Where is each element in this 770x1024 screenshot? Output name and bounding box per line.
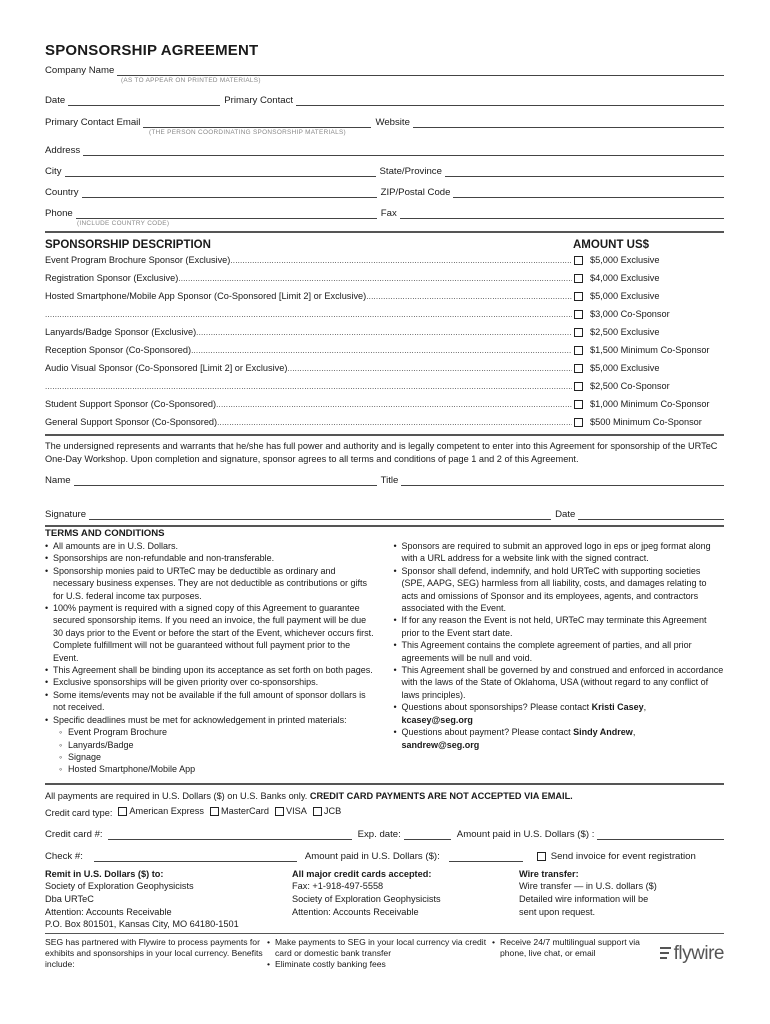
sponsorship-item-price: $2,500 Exclusive <box>590 327 660 337</box>
credit-card-info-line: Attention: Accounts Receivable <box>292 906 419 917</box>
check-number-field[interactable] <box>94 850 297 862</box>
address-field[interactable] <box>83 144 724 156</box>
sponsorship-item-list <box>45 251 724 431</box>
sponsorship-item-price: $500 Minimum Co-Sponsor <box>590 417 702 427</box>
credit-card-option[interactable] <box>275 806 307 816</box>
name-label: Name <box>45 475 71 486</box>
phone-fax-row <box>45 205 724 219</box>
sponsorship-item-label: Student Support Sponsor (Co-Sponsored) <box>45 399 217 409</box>
payment-notice <box>45 788 724 801</box>
terms-bullet: • This Agreement shall be binding upon its acceptance as set forth on both pages. <box>45 664 376 676</box>
date-label: Date <box>555 509 576 520</box>
payment-notice-bold: CREDIT CARD PAYMENTS ARE NOT ACCEPTED VIA EMAIL. <box>309 790 573 801</box>
sponsorship-checkbox[interactable] <box>574 382 583 391</box>
sponsorship-item-price: $1,000 Minimum Co-Sponsor <box>590 399 710 409</box>
terms-bullet: • If for any reason the Event is not held, URTeC may terminate this Agreement prior to the Event start date. <box>394 614 725 639</box>
city-field[interactable] <box>65 165 376 177</box>
leader-dots <box>366 292 572 305</box>
terms-bullet: • 100% payment is required with a signed copy of this Agreement to guarantee secured sponsorship items. If you need an invoice, the full payment will be due 30 days prior to the Event or before the start of the Event, whichever occurs first. Complete fulfillment will not be guaranteed without full payment prior to the Event. <box>45 602 376 664</box>
terms-bullet: • Questions about sponsorships? Please contact Kristi Casey, kcasey@seg.org <box>394 701 725 726</box>
flywire-benefit: • Eliminate costly banking fees <box>267 959 492 970</box>
date-label: Date <box>45 95 66 106</box>
credit-card-checkbox[interactable] <box>118 807 127 816</box>
sponsorship-item <box>45 323 724 341</box>
credit-card-checkbox[interactable] <box>313 807 322 816</box>
leader-dots <box>230 256 572 269</box>
sponsorship-item-label: Event Program Brochure Sponsor (Exclusive) <box>45 255 231 265</box>
state-field[interactable] <box>445 165 724 177</box>
credit-cards-heading: All major credit cards accepted: <box>292 868 432 879</box>
deadline-item: ◦ Event Program Brochure <box>45 726 376 738</box>
signature-date-field[interactable] <box>578 508 724 520</box>
leader-dots <box>45 382 572 395</box>
sponsorship-item-label: Registration Sponsor (Exclusive) <box>45 273 179 283</box>
credit-cards-column <box>292 868 519 931</box>
country-field[interactable] <box>82 186 377 198</box>
signature-date-row <box>45 506 724 520</box>
amount-paid-cc-field[interactable] <box>597 828 724 840</box>
email-website-row <box>45 114 724 128</box>
company-name-field[interactable] <box>117 64 724 76</box>
terms-bullet: • Specific deadlines must be met for acknowledgement in printed materials: <box>45 714 376 726</box>
sponsorship-item-label: General Support Sponsor (Co-Sponsored) <box>45 417 218 427</box>
flywire-intro: SEG has partnered with Flywire to process payments for exhibits and sponsorships in your local currency. Benefits include: <box>45 936 263 969</box>
terms-bullet: • Sponsorship monies paid to URTeC may be deductible as ordinary and necessary business expenses. They are not deductible as contributions or gifts for U.S. federal income tax purposes. <box>45 565 376 602</box>
signature-field[interactable] <box>89 508 551 520</box>
sponsorship-item <box>45 359 724 377</box>
terms-heading: TERMS AND CONDITIONS <box>45 528 165 539</box>
name-field[interactable] <box>74 474 377 486</box>
primary-contact-field[interactable] <box>296 94 724 106</box>
sponsorship-item <box>45 251 724 269</box>
sponsorship-item <box>45 395 724 413</box>
sponsorship-item-price: $4,000 Exclusive <box>590 273 660 283</box>
sponsorship-item-price: $5,000 Exclusive <box>590 291 660 301</box>
remit-address-column <box>45 868 292 931</box>
credit-card-type-label: Credit card type: <box>45 807 113 818</box>
terms-bullet: • Exclusive sponsorships will be given priority over co-sponsorships. <box>45 676 376 688</box>
sponsorship-item-label: Reception Sponsor (Co-Sponsored) <box>45 345 192 355</box>
credit-card-type-row <box>45 805 724 818</box>
website-label: Website <box>375 117 410 128</box>
sponsorship-checkbox[interactable] <box>574 418 583 427</box>
payment-contact-email[interactable]: sandrew@seg.org <box>401 739 480 750</box>
primary-contact-email-label: Primary Contact Email <box>45 117 141 128</box>
credit-card-option-label: JCB <box>323 806 342 817</box>
warranty-text: The undersigned represents and warrants that he/she has full power and authority and is legally competent to enter into this Agreement for sponsorship of the URTeC One-Day Workshop. Upon completion and signature, sponsor agrees to all terms and conditions of page 1 and 2 of this Agreement. <box>45 441 718 464</box>
country-label: Country <box>45 187 79 198</box>
amount-paid-cc-label: Amount paid in U.S. Dollars ($) : <box>456 828 595 840</box>
flywire-mark-icon <box>659 945 673 961</box>
remit-section <box>45 868 724 931</box>
flywire-section <box>45 937 724 970</box>
leader-dots <box>217 418 572 431</box>
flywire-logo <box>644 937 724 970</box>
sponsor-contact-name: Kristi Casey <box>591 702 644 713</box>
terms-bullet: • Sponsor shall defend, indemnify, and hold URTeC with supporting societies (SPE, AAPG, SEG) harmless from all liability, costs, and damages relating to acts and omissions of Sponsor and its employees, agents, and contractors associated with the Event. <box>394 565 725 615</box>
terms-bullet: • Sponsorships are non-refundable and non-transferable. <box>45 552 376 564</box>
sponsorship-checkbox[interactable] <box>574 346 583 355</box>
credit-card-option[interactable] <box>313 806 341 816</box>
sponsorship-item <box>45 341 724 359</box>
remit-heading: Remit in U.S. Dollars ($) to: <box>45 868 164 879</box>
flywire-benefits-left <box>267 937 492 970</box>
sponsorship-checkbox[interactable] <box>574 274 583 283</box>
company-name-row <box>45 62 724 76</box>
sponsor-question-text: Questions about sponsorships? Please contact <box>401 702 590 713</box>
section-divider <box>45 434 724 436</box>
wire-info-line: Wire transfer — in U.S. dollars ($) <box>519 881 657 892</box>
payment-contact-name: Sindy Andrew <box>573 727 633 738</box>
address-label: Address <box>45 145 81 156</box>
sponsorship-item <box>45 377 724 395</box>
sponsorship-item-price: $2,500 Co-Sponsor <box>590 381 670 391</box>
check-row <box>45 848 724 862</box>
sponsorship-item-label: Hosted Smartphone/Mobile App Sponsor (Co-Sponsored [Limit 2] or Exclusive) <box>45 291 367 301</box>
sponsor-contact-email[interactable]: kcasey@seg.org <box>401 714 473 725</box>
payment-notice-plain: All payments are required in U.S. Dollars ($) on U.S. Banks only. <box>45 790 308 801</box>
credit-card-option-label: American Express <box>129 806 204 817</box>
flywire-logo-text: flywire <box>673 942 724 964</box>
city-label: City <box>45 166 62 177</box>
sponsorship-agreement-form <box>45 42 724 970</box>
credit-card-option[interactable] <box>118 806 204 816</box>
leader-dots <box>45 310 572 323</box>
sponsorship-item <box>45 413 724 431</box>
sponsorship-item-price: $3,000 Co-Sponsor <box>590 309 670 319</box>
phone-field[interactable] <box>76 207 377 219</box>
date-contact-row <box>45 92 724 106</box>
credit-card-checkbox[interactable] <box>275 807 284 816</box>
wire-info-line: Detailed wire information will be <box>519 893 649 904</box>
credit-card-number-label: Credit card #: <box>45 828 103 840</box>
leader-dots <box>196 328 572 341</box>
leader-dots <box>178 274 572 287</box>
title-field[interactable] <box>401 474 724 486</box>
flywire-benefits-right <box>492 937 644 970</box>
send-invoice-checkbox[interactable] <box>537 852 546 861</box>
credit-card-info-line: Society of Exploration Geophysicists <box>292 893 441 904</box>
flywire-benefit: • Receive 24/7 multilingual support via phone, live chat, or email <box>492 937 644 959</box>
state-label: State/Province <box>379 166 442 177</box>
sponsorship-item-price: $5,000 Exclusive <box>590 363 660 373</box>
credit-card-row <box>45 826 724 840</box>
sponsorship-item <box>45 305 724 323</box>
wire-transfer-column <box>519 868 724 931</box>
send-invoice-label: Send invoice for event registration <box>550 850 696 862</box>
sponsorship-checkbox[interactable] <box>574 310 583 319</box>
terms-bullet: • This Agreement contains the complete agreement of parties, and all prior agreements will be null and void. <box>394 639 725 664</box>
remit-address-line: Attention: Accounts Receivable <box>45 906 172 917</box>
country-zip-row <box>45 184 724 198</box>
city-state-row <box>45 163 724 177</box>
exp-date-label: Exp. date: <box>357 828 401 840</box>
send-invoice-option[interactable] <box>523 851 699 862</box>
primary-contact-label: Primary Contact <box>224 95 294 106</box>
sponsorship-checkbox[interactable] <box>574 328 583 337</box>
title-label: Title <box>380 475 399 486</box>
credit-card-option-label: VISA <box>285 806 307 817</box>
fax-label: Fax <box>380 208 397 219</box>
website-field[interactable] <box>413 116 724 128</box>
zip-label: ZIP/Postal Code <box>380 187 451 198</box>
remit-address-line: Society of Exploration Geophysicists <box>45 881 194 892</box>
sponsorship-checkbox[interactable] <box>574 292 583 301</box>
sponsorship-item-label: Lanyards/Badge Sponsor (Exclusive) <box>45 327 197 337</box>
terms-bullet: • All amounts are in U.S. Dollars. <box>45 540 376 552</box>
remit-address-line: P.O. Box 801501, Kansas City, MO 64180-1501 <box>45 919 239 930</box>
date-field[interactable] <box>68 94 220 106</box>
payment-question-text: Questions about payment? Please contact <box>401 727 571 738</box>
wire-info-line: sent upon request. <box>519 906 596 917</box>
flywire-benefit: • Make payments to SEG in your local currency via credit card or domestic bank transfer <box>267 937 492 959</box>
zip-field[interactable] <box>453 186 724 198</box>
leader-dots <box>287 364 572 377</box>
phone-label: Phone <box>45 208 73 219</box>
terms-columns <box>45 540 724 776</box>
sponsorship-checkbox[interactable] <box>574 400 583 409</box>
amount-paid-check-field[interactable] <box>449 850 523 862</box>
sponsorship-item-label: Audio Visual Sponsor (Co-Sponsored [Limit 2] or Exclusive) <box>45 363 288 373</box>
terms-bullet: • Sponsors are required to submit an approved logo in eps or jpeg format along with a URL address for a website link with the signed contract. <box>394 540 725 565</box>
section-divider <box>45 783 724 785</box>
exp-date-field[interactable] <box>404 828 451 840</box>
company-name-label: Company Name <box>45 65 115 76</box>
terms-bullet: • Some items/events may not be available if the full amount of sponsor dollars is not received. <box>45 689 376 714</box>
amount-heading: AMOUNT US$ <box>573 239 650 251</box>
credit-card-checkbox[interactable] <box>210 807 219 816</box>
sponsorship-item <box>45 287 724 305</box>
primary-contact-email-field[interactable] <box>143 116 371 128</box>
sponsorship-item-price: $5,000 Exclusive <box>590 255 660 265</box>
credit-card-option-label: MasterCard <box>220 806 269 817</box>
credit-card-info-line: Fax: +1-918-497-5558 <box>292 881 384 892</box>
section-divider <box>45 933 724 934</box>
company-name-hint: (AS TO APPEAR ON PRINTED MATERIALS) <box>121 77 261 84</box>
sponsorship-item <box>45 269 724 287</box>
remit-address-line: Dba URTeC <box>45 893 94 904</box>
sponsorship-description-heading: SPONSORSHIP DESCRIPTION <box>45 239 211 251</box>
sponsorship-checkbox[interactable] <box>574 364 583 373</box>
credit-card-option[interactable] <box>210 806 269 816</box>
sponsorship-checkbox[interactable] <box>574 256 583 265</box>
name-title-row <box>45 472 724 486</box>
deadline-item: ◦ Signage <box>45 751 376 763</box>
signature-label: Signature <box>45 509 87 520</box>
terms-right-column <box>390 540 725 776</box>
deadline-item: ◦ Hosted Smartphone/Mobile App <box>45 763 376 775</box>
address-row <box>45 142 724 156</box>
sponsorship-header <box>45 233 724 251</box>
credit-card-number-field[interactable] <box>108 828 352 840</box>
leader-dots <box>191 346 572 359</box>
fax-field[interactable] <box>400 207 724 219</box>
deadline-item: ◦ Lanyards/Badge <box>45 739 376 751</box>
amount-paid-check-label: Amount paid in U.S. Dollars ($): <box>304 850 440 862</box>
terms-left-column <box>45 540 390 776</box>
wire-transfer-heading: Wire transfer: <box>519 868 579 879</box>
phone-hint: (INCLUDE COUNTRY CODE) <box>77 220 170 227</box>
leader-dots <box>216 400 572 413</box>
terms-bullet: • This Agreement shall be governed by and construed and enforced in accordance with the laws of the State of Oklahoma, USA (without regard to any conflict of laws principles). <box>394 664 725 701</box>
email-hint: (THE PERSON COORDINATING SPONSORSHIP MATERIALS) <box>149 129 346 136</box>
form-title: SPONSORSHIP AGREEMENT <box>45 42 259 59</box>
check-number-label: Check #: <box>45 850 83 862</box>
terms-bullet: • Questions about payment? Please contact Sindy Andrew, sandrew@seg.org <box>394 726 725 751</box>
sponsorship-item-price: $1,500 Minimum Co-Sponsor <box>590 345 710 355</box>
